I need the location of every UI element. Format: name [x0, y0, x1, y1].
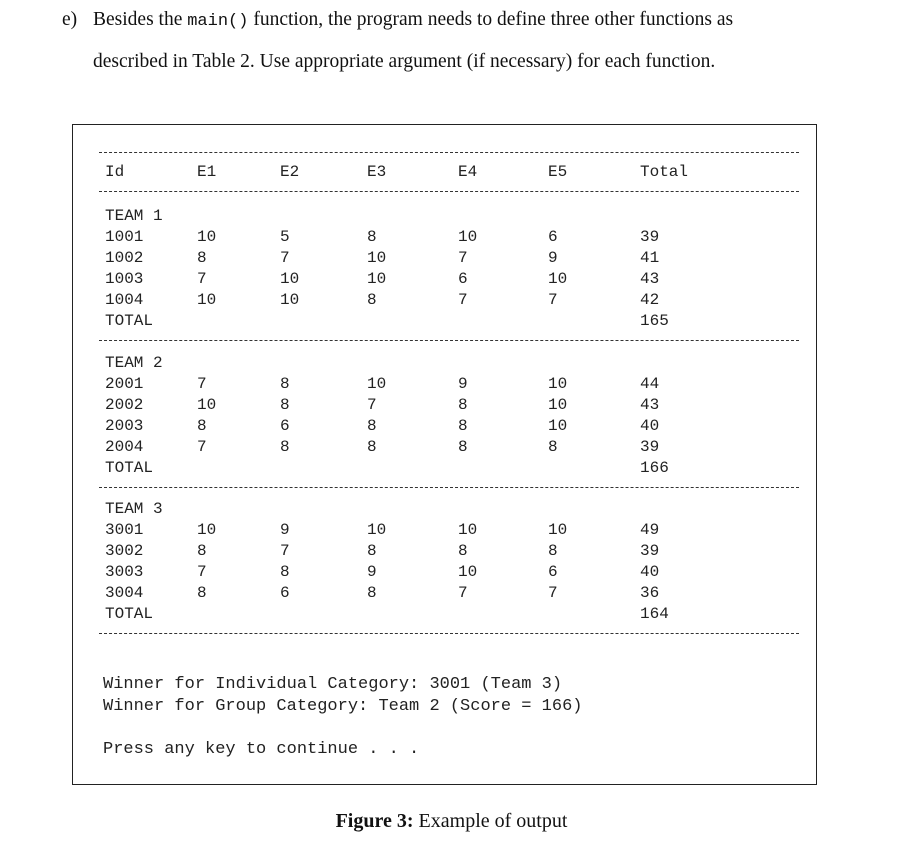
score-cell: 8: [280, 438, 290, 456]
score-cell: 10: [548, 521, 568, 539]
score-cell: 36: [640, 584, 660, 602]
score-cell: 8: [367, 584, 377, 602]
score-cell: 9: [280, 521, 290, 539]
team-name: TEAM 3: [105, 500, 163, 518]
dashed-separator-1: [99, 191, 799, 192]
team-name: TEAM 2: [105, 354, 163, 372]
score-cell: 9: [367, 563, 377, 581]
score-cell: 44: [640, 375, 660, 393]
header-e3: E3: [367, 163, 387, 181]
score-cell: 10: [458, 228, 478, 246]
dashed-separator-0: [99, 152, 799, 153]
score-cell: 10: [197, 228, 217, 246]
press-key-prompt: Press any key to continue . . .: [103, 740, 420, 759]
member-id: 2001: [105, 375, 144, 393]
winner-individual: Winner for Individual Category: 3001 (Team 3): [103, 675, 563, 694]
question-text-after: function, the program needs to define three other functions as: [248, 9, 734, 30]
member-id: 3003: [105, 563, 144, 581]
member-id: 1002: [105, 249, 144, 267]
score-cell: 7: [458, 249, 468, 267]
score-cell: 9: [458, 375, 468, 393]
score-cell: 5: [280, 228, 290, 246]
member-id: 2004: [105, 438, 144, 456]
score-cell: 7: [197, 375, 207, 393]
score-cell: 39: [640, 228, 660, 246]
score-cell: 8: [367, 228, 377, 246]
score-cell: 10: [197, 396, 217, 414]
dashed-separator-2: [99, 340, 799, 341]
score-cell: 8: [197, 417, 207, 435]
header-e2: E2: [280, 163, 300, 181]
dashed-separator-4: [99, 633, 799, 634]
member-id: 3002: [105, 542, 144, 560]
score-cell: 49: [640, 521, 660, 539]
member-id: 1003: [105, 270, 144, 288]
score-cell: 6: [548, 228, 558, 246]
team-total-label: TOTAL: [105, 459, 154, 477]
score-cell: 10: [548, 417, 568, 435]
score-cell: 10: [548, 396, 568, 414]
member-id: 2002: [105, 396, 144, 414]
figure-caption-label: Figure 3:: [335, 810, 414, 832]
member-id: 3004: [105, 584, 144, 602]
team-total-label: TOTAL: [105, 605, 154, 623]
score-cell: 8: [197, 249, 207, 267]
score-cell: 7: [367, 396, 377, 414]
team-name: TEAM 1: [105, 207, 163, 225]
member-id: 3001: [105, 521, 144, 539]
score-cell: 10: [280, 291, 300, 309]
score-cell: 7: [280, 542, 290, 560]
score-cell: 7: [197, 438, 207, 456]
score-cell: 39: [640, 542, 660, 560]
score-cell: 40: [640, 563, 660, 581]
console-output: [73, 125, 816, 784]
score-cell: 7: [548, 584, 558, 602]
header-total: Total: [640, 163, 689, 181]
score-cell: 8: [280, 396, 290, 414]
score-cell: 10: [367, 521, 387, 539]
console-output-figure: [72, 124, 817, 785]
score-cell: 10: [280, 270, 300, 288]
score-cell: 40: [640, 417, 660, 435]
team-total-value: 164: [640, 605, 669, 623]
score-cell: 10: [548, 375, 568, 393]
score-cell: 10: [367, 270, 387, 288]
score-cell: 10: [197, 291, 217, 309]
score-cell: 6: [280, 584, 290, 602]
score-cell: 8: [367, 417, 377, 435]
score-cell: 10: [367, 249, 387, 267]
header-id: Id: [105, 163, 125, 181]
dashed-separator-3: [99, 487, 799, 488]
score-cell: 8: [197, 542, 207, 560]
question-text-before: Besides the: [93, 9, 188, 30]
score-cell: 6: [458, 270, 468, 288]
team-total-label: TOTAL: [105, 312, 154, 330]
score-cell: 7: [197, 270, 207, 288]
score-cell: 10: [197, 521, 217, 539]
score-cell: 8: [548, 438, 558, 456]
figure-caption: [0, 810, 903, 833]
header-e5: E5: [548, 163, 568, 181]
winner-group: Winner for Group Category: Team 2 (Score = 166): [103, 697, 583, 716]
score-cell: 8: [458, 542, 468, 560]
score-cell: 7: [280, 249, 290, 267]
score-cell: 8: [458, 438, 468, 456]
team-total-value: 166: [640, 459, 669, 477]
score-cell: 8: [197, 584, 207, 602]
member-id: 1004: [105, 291, 144, 309]
header-e4: E4: [458, 163, 478, 181]
score-cell: 8: [458, 396, 468, 414]
score-cell: 41: [640, 249, 660, 267]
figure-caption-text: Example of output: [413, 810, 568, 832]
score-cell: 7: [458, 584, 468, 602]
team-total-value: 165: [640, 312, 669, 330]
score-cell: 8: [367, 291, 377, 309]
question-line-1: [62, 8, 733, 34]
question-code: main(): [187, 12, 249, 31]
score-cell: 8: [548, 542, 558, 560]
score-cell: 39: [640, 438, 660, 456]
score-cell: 42: [640, 291, 660, 309]
score-cell: 8: [280, 563, 290, 581]
score-cell: 8: [458, 417, 468, 435]
score-cell: 7: [548, 291, 558, 309]
member-id: 1001: [105, 228, 144, 246]
score-cell: 6: [548, 563, 558, 581]
question-line-2: described in Table 2. Use appropriate argument (if necessary) for each function.: [93, 51, 716, 72]
score-cell: 9: [548, 249, 558, 267]
header-e1: E1: [197, 163, 217, 181]
score-cell: 8: [367, 438, 377, 456]
score-cell: 6: [280, 417, 290, 435]
score-cell: 10: [367, 375, 387, 393]
score-cell: 7: [197, 563, 207, 581]
score-cell: 8: [367, 542, 377, 560]
score-cell: 10: [548, 270, 568, 288]
score-cell: 10: [458, 521, 478, 539]
score-cell: 7: [458, 291, 468, 309]
score-cell: 43: [640, 396, 660, 414]
member-id: 2003: [105, 417, 144, 435]
question-label: e): [62, 9, 78, 30]
score-cell: 43: [640, 270, 660, 288]
score-cell: 10: [458, 563, 478, 581]
score-cell: 8: [280, 375, 290, 393]
